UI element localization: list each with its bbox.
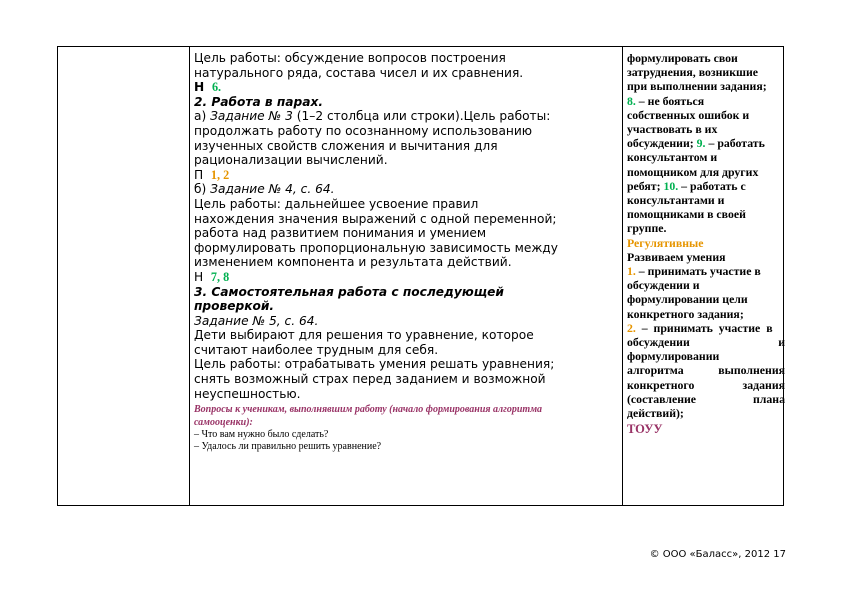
task-5-title: Задание № 5, с. 64. (194, 313, 319, 328)
skill-text: ребят; (627, 178, 664, 193)
level-marker (194, 270, 624, 285)
develop-label: Развиваем умения (627, 249, 726, 264)
skill-text: алгоритма (627, 363, 684, 378)
skill-line: формулировании цели (627, 292, 748, 307)
skill-line (627, 378, 785, 392)
skill-text: – принимать участие в (635, 264, 761, 279)
task-3-line (194, 109, 624, 124)
task-4-line: нахождения значения выражений с одной переменной; (194, 211, 557, 226)
skill-line: при выполнении задания; (627, 79, 767, 94)
toyu-label: ТОУУ (627, 422, 663, 437)
skill-text: плана (752, 391, 785, 406)
skill-line: затруднения, возникшие (627, 65, 759, 80)
skill-text: и (778, 335, 785, 350)
task-4-line: изменением компонента и результата действий. (194, 255, 512, 270)
task-4-line: Цель работы: дальнейшее усвоение правил (194, 196, 479, 211)
task-5-line: Дети выбирают для решения то уравнение, которое (194, 328, 534, 343)
skill-line: помощником для других (627, 164, 759, 179)
skill-line: действий); (627, 406, 684, 421)
task-letter: б) (194, 182, 211, 197)
task-5-line: неуспешностью. (194, 386, 301, 401)
level-number: 6. (211, 80, 222, 95)
level-label: Н (194, 269, 204, 284)
skill-text: – принимать участие в (635, 320, 773, 335)
task-4-title: Задание № 4, с. 64. (210, 182, 335, 197)
task-4-line (194, 182, 624, 197)
skill-line: собственных ошибок и (627, 107, 750, 122)
level-number: 1, 2 (210, 167, 230, 182)
questions-intro: Вопросы к ученикам, выполнявшим работу (начало формирования алгоритма (194, 404, 543, 416)
task-letter: а) (194, 109, 211, 124)
question-item: – Что вам нужно было сделать? (194, 429, 329, 441)
skill-number: 8. (627, 93, 636, 108)
section-heading-self: проверкой. (194, 299, 275, 314)
questions-intro: самооценки): (194, 416, 253, 428)
skill-line (627, 335, 785, 349)
task-5-line: снять возможный страх перед заданием и возможной (194, 372, 546, 387)
skill-text: – работать с (678, 178, 746, 193)
skill-line: формулировании (627, 349, 720, 364)
skill-number: 9. (696, 136, 706, 151)
skill-line: формулировать свои (627, 51, 738, 65)
skill-text: конкретного (627, 377, 695, 392)
skill-text: обсуждении; (627, 136, 697, 151)
task-5-line: считают наиболее трудным для себя. (194, 342, 439, 357)
lesson-content-column (194, 51, 624, 454)
skill-line: обсуждении и (627, 278, 700, 293)
level-marker (194, 80, 624, 95)
task-4-line: работа над развитием понимания и умением (194, 226, 487, 241)
skill-line: группе. (627, 221, 667, 236)
level-marker (194, 168, 624, 183)
skill-text: задания (742, 377, 785, 392)
skill-number: 2. (627, 320, 636, 335)
level-label: Н (194, 80, 205, 95)
goal-line: натурального ряда, состава чисел и их сравнения. (194, 65, 524, 80)
skill-number: 10. (663, 178, 679, 193)
skill-line (627, 264, 785, 278)
regulative-heading: Регулятивные (627, 235, 704, 250)
skill-text: – не бояться (635, 93, 705, 108)
task-5-line: Цель работы: отрабатывать умения решать уравнения; (194, 357, 555, 372)
task-3-goal: (1–2 столбца или строки).Цель работы: (292, 109, 551, 124)
section-heading-self: 3. Самостоятельная работа с последующей (194, 284, 504, 299)
skill-line (627, 363, 785, 377)
task-4-line: формулировать пропорциональную зависимость между (194, 240, 558, 255)
skill-line: помощниками в своей (627, 207, 746, 222)
skill-line: консультантами и (627, 193, 725, 208)
task-3-line: продолжать работу по осознанному использованию (194, 123, 533, 138)
question-item: – Удалось ли правильно решить уравнение? (194, 441, 382, 453)
task-3-line: рационализации вычислений. (194, 153, 388, 168)
column-divider-left (189, 47, 190, 505)
task-3-line: изученных свойств сложения и вычитания для (194, 138, 498, 153)
skill-line: конкретного задания; (627, 306, 744, 321)
task-3-title: Задание № 3 (210, 109, 293, 124)
level-number: 7, 8 (210, 269, 230, 284)
content-table (57, 46, 784, 506)
skill-number: 1. (627, 264, 636, 279)
skill-line (627, 94, 785, 108)
skill-text: обсуждении (627, 335, 690, 350)
skill-text: (составление (627, 391, 697, 406)
skill-line: участвовать в их (627, 122, 718, 137)
skill-text: – работать (705, 136, 765, 151)
goal-line: Цель работы: обсуждение вопросов построения (194, 51, 506, 65)
section-heading-pairs: 2. Работа в парах. (194, 94, 323, 109)
skill-line (627, 392, 785, 406)
skill-line (627, 136, 785, 150)
level-label: П (194, 167, 204, 182)
copyright-footer: © ООО «Баласс», 2012 17 (649, 549, 786, 560)
skill-line (627, 179, 785, 193)
skill-text: выполнения (718, 363, 785, 378)
skill-line (627, 321, 785, 335)
skills-column (627, 51, 785, 436)
skill-line: консультантом и (627, 150, 718, 165)
